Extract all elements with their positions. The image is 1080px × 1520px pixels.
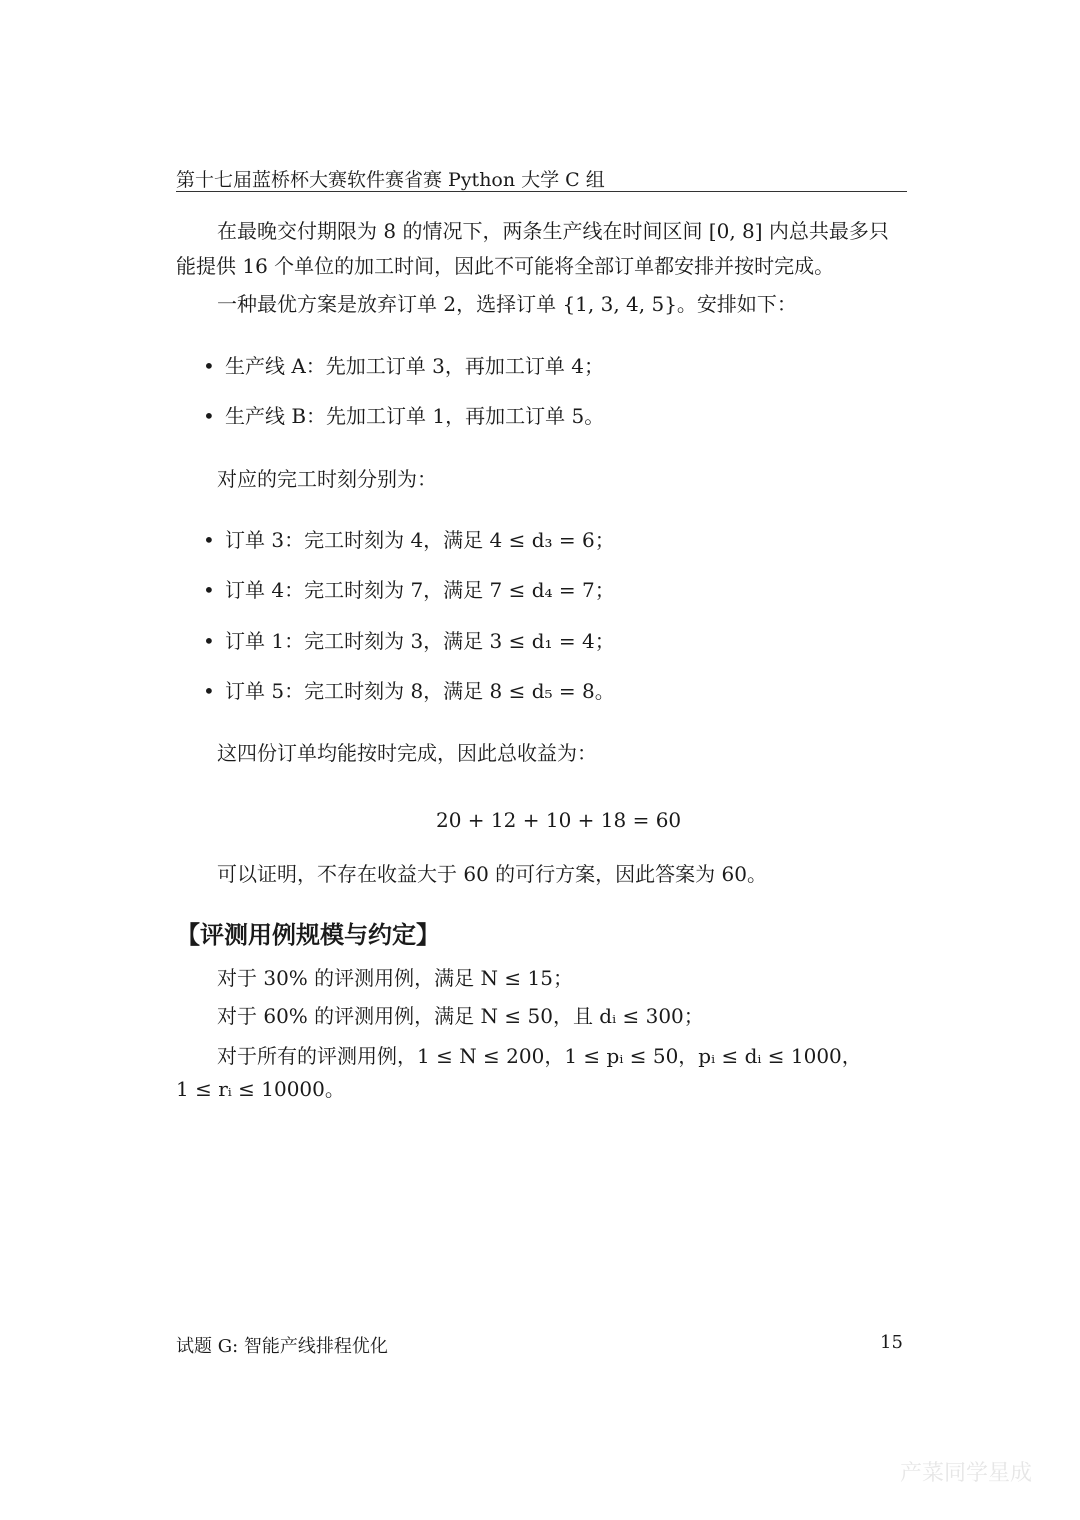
rule-3-line2: 1 ≤ rᵢ ≤ 10000。 (176, 1077, 345, 1101)
total-intro: 这四份订单均能按时完成，因此总收益为： (217, 741, 597, 765)
list-item (203, 574, 615, 603)
bullet-dot-icon: • (203, 404, 215, 428)
list-item (203, 524, 615, 553)
para2: 一种最优方案是放弃订单 2，选择订单 {1, 3, 4, 5}。安排如下： (217, 292, 797, 316)
list-item (203, 675, 615, 704)
equation: 20 + 12 + 10 + 18 = 60 (436, 808, 682, 832)
header-rule (176, 191, 907, 192)
list-item (203, 400, 604, 429)
finish-item-text: 订单 3：完工时刻为 4，满足 4 ≤ d₃ = 6； (225, 528, 615, 552)
finish-item-text: 订单 5：完工时刻为 8，满足 8 ≤ d₅ = 8。 (225, 679, 615, 703)
list-item (203, 625, 615, 654)
rule-1: 对于 30% 的评测用例，满足 N ≤ 15； (217, 966, 573, 990)
watermark: 产菜同学星成 (900, 1461, 1033, 1486)
footer-problem-title: 试题 G: 智能产线排程优化 (176, 1336, 388, 1357)
rule-2: 对于 60% 的评测用例，满足 N ≤ 50，且 dᵢ ≤ 300； (217, 1004, 704, 1028)
para1-line2: 能提供 16 个单位的加工时间，因此不可能将全部订单都安排并按时完成。 (176, 254, 835, 278)
rule-3-line1: 对于所有的评测用例，1 ≤ N ≤ 200，1 ≤ pᵢ ≤ 50，pᵢ ≤ dᵢ ≤ 1000， (217, 1044, 862, 1068)
bullet-dot-icon: • (203, 578, 215, 602)
line-a-text: 生产线 A：先加工订单 3，再加工订单 4； (225, 354, 604, 378)
para1-line1: 在最晚交付期限为 8 的情况下，两条生产线在时间区间 [0, 8] 内总共最多只 (217, 219, 889, 243)
list-item (203, 350, 604, 379)
section-title: 【评测用例规模与约定】 (176, 921, 440, 949)
bullet-dot-icon: • (203, 528, 215, 552)
bullet-dot-icon: • (203, 629, 215, 653)
line-b-text: 生产线 B：先加工订单 1，再加工订单 5。 (225, 404, 605, 428)
conclusion: 可以证明，不存在收益大于 60 的可行方案，因此答案为 60。 (217, 862, 767, 886)
footer-page-number: 15 (880, 1332, 903, 1353)
finish-item-text: 订单 1：完工时刻为 3，满足 3 ≤ d₁ = 4； (225, 629, 615, 653)
page-header: 第十七届蓝桥杯大赛软件赛省赛 Python 大学 C 组 (176, 169, 605, 191)
finish-item-text: 订单 4：完工时刻为 7，满足 7 ≤ d₄ = 7； (225, 578, 615, 602)
finish-intro: 对应的完工时刻分别为： (217, 467, 437, 491)
bullet-dot-icon: • (203, 679, 215, 703)
bullet-dot-icon: • (203, 354, 215, 378)
